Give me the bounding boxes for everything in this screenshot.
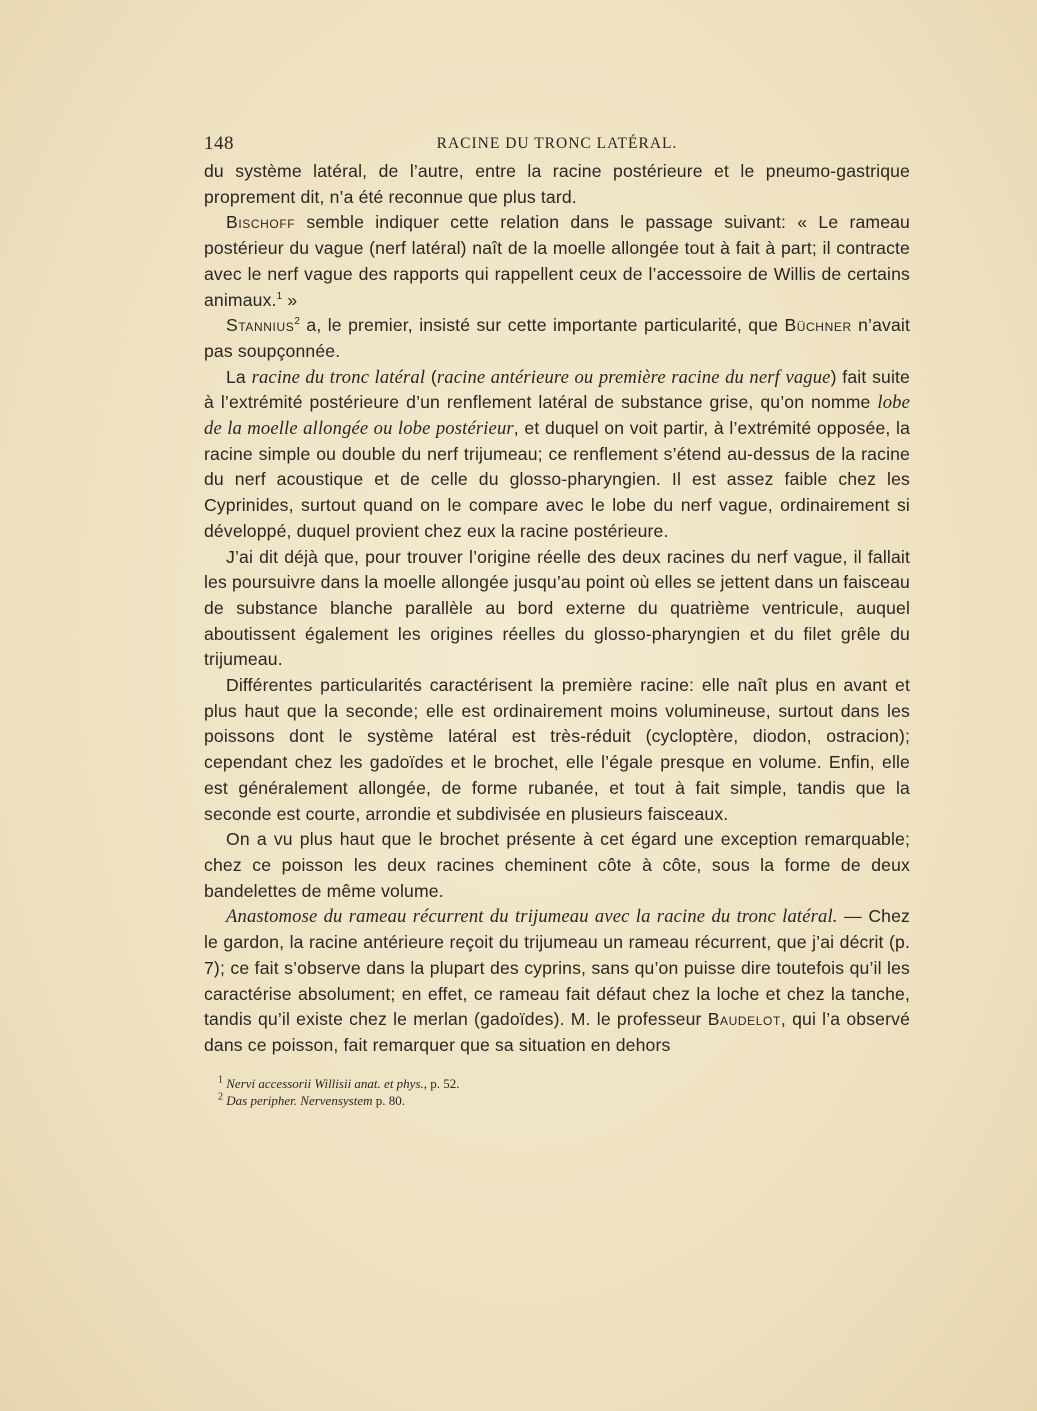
paragraph	[204, 545, 910, 674]
running-header	[204, 133, 910, 159]
footnote	[218, 1092, 718, 1109]
text-run: n’avait pas soupçonnée.	[204, 315, 910, 361]
author-name: Bischoff	[226, 212, 296, 233]
italic-text: racine antérieure ou première racine du nerf vague	[436, 366, 831, 388]
text-run: — Chez le gardon, la racine antérieure reçoit du trijumeau un rameau récurrent, que j’ai décrit (p. 7); ce fait s’observe dans la plupart des cyprins, sans qu’on puisse dire toutefois qu’il les caractérise absolument; en effet, ce rameau fait défaut chez la loche et chez la tanche, tandis qu’il existe chez le merlan (gadoïdes). M. le professeur	[204, 906, 910, 1030]
text-run: , et duquel on voit partir, à l’extrémité opposée, la racine simple ou double du nerf trijumeau; ce renflement s’étend au-dessus de la racine du nerf acoustique et de celle du glosso-pharyngien. Il est assez faible chez les Cyprinides, surtout quand on le compare avec le lobe du nerf vague, ordinairement si développé, duquel provient chez eux la racine postérieure.	[204, 418, 910, 541]
paragraph	[204, 904, 910, 1058]
paragraph	[204, 673, 910, 827]
footnotes	[218, 1075, 718, 1109]
paragraph	[204, 365, 910, 545]
text-run: J’ai dit déjà que, pour trouver l’origine réelle des deux racines du nerf vague, il fallait les poursuivre dans la moelle allongée jusqu’au point où elles se jettent dans un faisceau de substance blanche parallèle au bord externe du quatrième ventricule, auquel aboutissent également les origines réelles du glosso-pharyngien et du filet grêle du trijumeau.	[204, 546, 910, 670]
text-run: semble indiquer cette relation dans le passage suivant: « Le rameau postérieur du vague (nerf latéral) naît de la moelle allongée tout à fait à part; il contracte avec le nerf vague des rapports qui rappellent ceux de l’accessoire de Willis de certains animaux.	[204, 212, 910, 310]
text-run: On a vu plus haut que le brochet présente à cet égard une exception remarquable; chez ce poisson les deux racines cheminent côte à côte, sous la forme de deux bandelettes de même volume.	[204, 829, 910, 901]
paragraph	[204, 313, 910, 364]
text-run: Différentes particularités caractérisent la première racine: elle naît plus en avant et plus haut que la seconde; elle est ordinairement moins volumineuse, surtout dans les poissons dont le système latéral est très-réduit (cycloptère, diodon, ostracion); cependant chez les gadoïdes et le brochet, elle l’égale presque en volume. Enfin, elle est généralement allongée, de forme rubanée, et tout à fait simple, tandis que la seconde est courte, arrondie et subdivisée en plusieurs faisceaux.	[204, 675, 910, 824]
italic-text: lobe de la moelle allongée ou lobe postérieur	[204, 392, 910, 440]
text-run: (	[425, 366, 437, 387]
italic-text: racine du tronc latéral	[251, 366, 426, 388]
paragraph	[204, 827, 910, 904]
footnote-ref: 1	[218, 1074, 223, 1086]
footnote-ref: 2	[218, 1091, 223, 1103]
running-title: RACINE DU TRONC LATÉRAL.	[436, 135, 678, 152]
italic-text: Nervi accessorii Willisii anat. et phys.	[226, 1076, 424, 1091]
footnote-ref: 1	[276, 290, 283, 302]
paragraph	[204, 210, 910, 313]
text-run: »	[282, 289, 298, 310]
text-run: p. 80.	[372, 1093, 405, 1108]
author-name: Stannius	[226, 315, 295, 336]
text-run: ) fait suite à l’extrémité postérieure d’un renflement latéral de substance grise, qu’on nomme	[204, 366, 910, 413]
text-run: , p. 52.	[423, 1076, 460, 1091]
text-run: La	[226, 366, 252, 387]
text-run: du système latéral, de l’autre, entre la racine postérieure et le pneumo-gastrique proprement dit, n’a été reconnue que plus tard.	[204, 161, 910, 207]
page-body	[204, 133, 910, 1059]
page-number: 148	[204, 133, 234, 154]
author-name: Baudelot	[707, 1009, 781, 1030]
italic-text: Anastomose du rameau récurrent du trijumeau avec la racine du tronc latéral.	[226, 906, 838, 928]
footnote	[218, 1075, 718, 1092]
italic-text: Das peripher. Nervensystem	[226, 1093, 373, 1108]
footnote-ref: 2	[294, 316, 301, 328]
paragraph	[204, 159, 910, 210]
main-text	[204, 159, 910, 1059]
text-run: a, le premier, insisté sur cette importante particularité, que	[300, 315, 785, 336]
author-name: Büchner	[784, 315, 852, 336]
text-run: , qui l’a observé dans ce poisson, fait remarquer que sa situation en dehors	[204, 1009, 910, 1055]
